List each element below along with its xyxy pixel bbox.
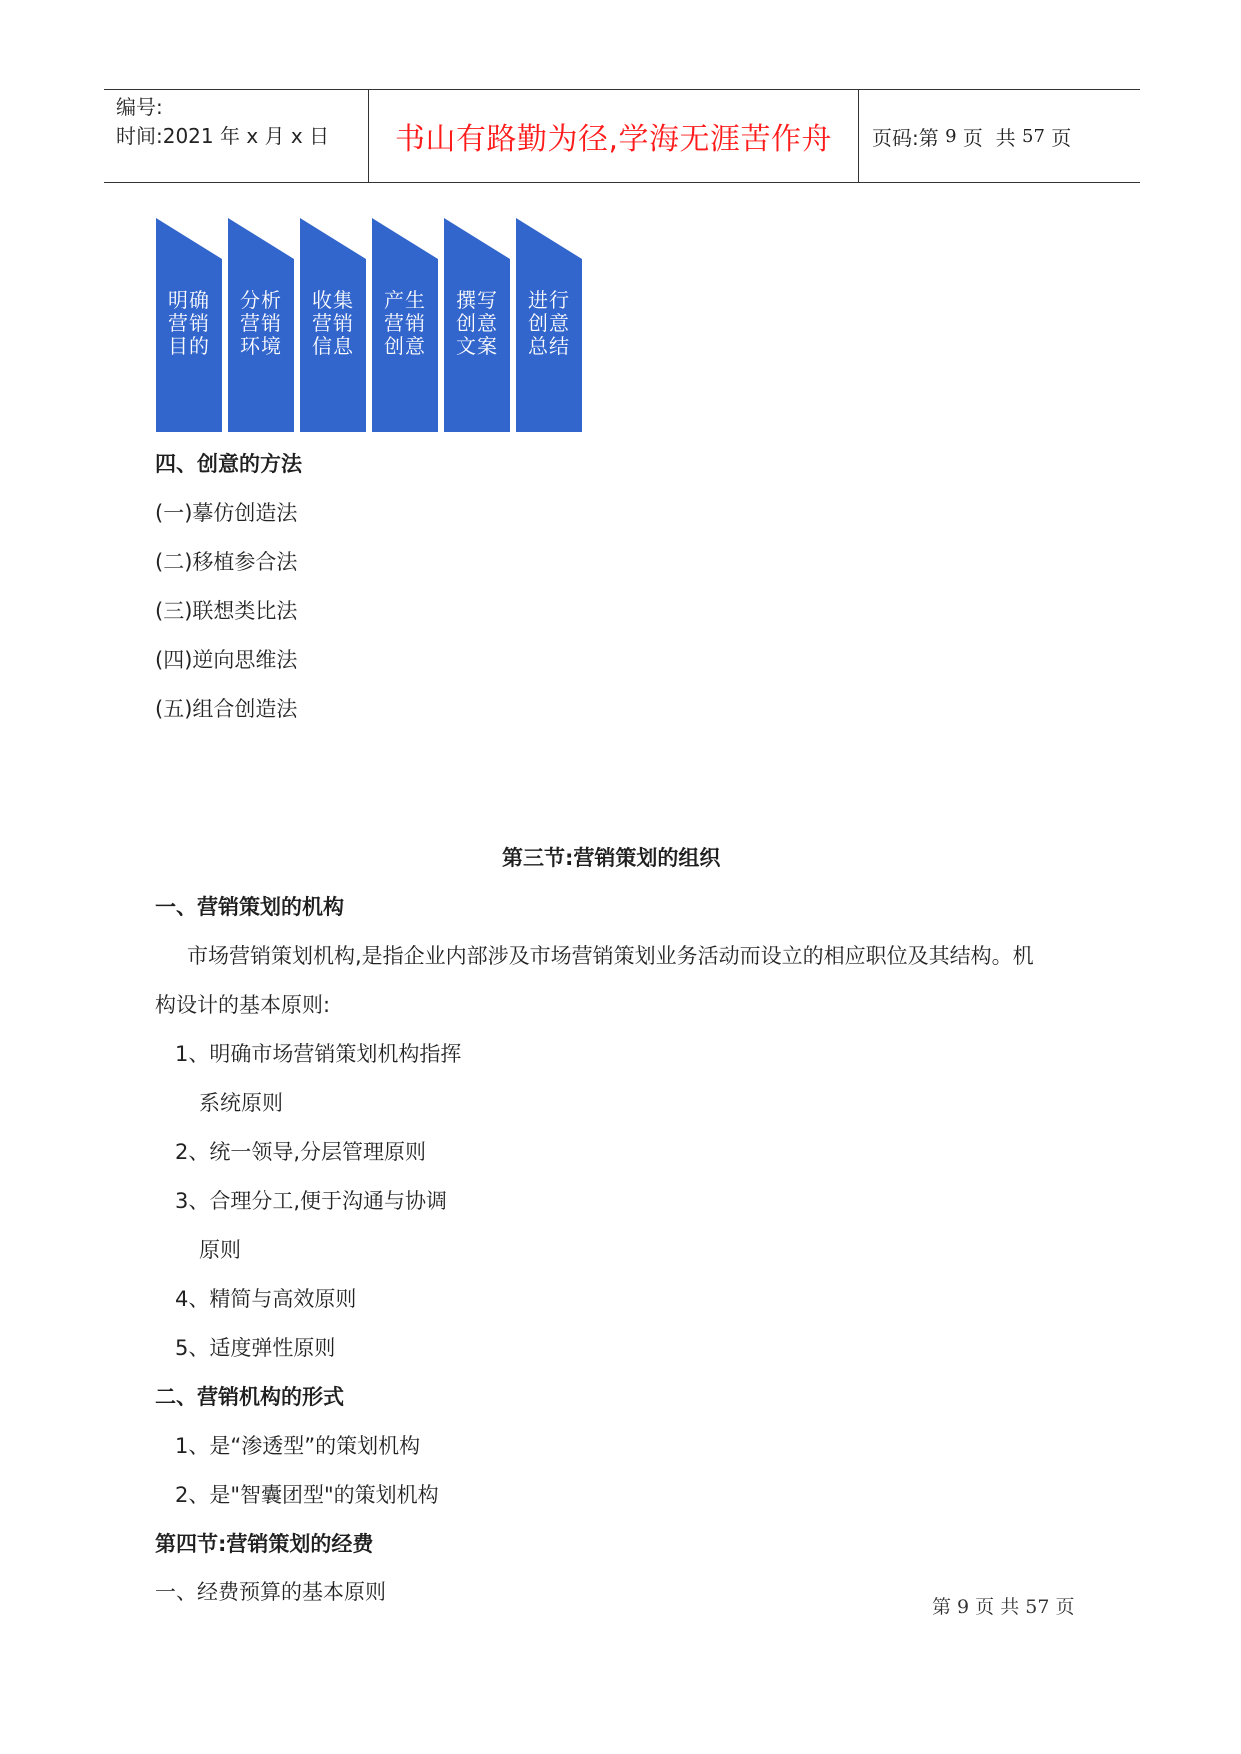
method-text: 移植参合法 <box>192 550 298 574</box>
principle-item: 1、明确市场营销策划机构指挥 <box>175 1042 462 1066</box>
section3-paragraph-line: 构设计的基本原则: <box>155 993 331 1017</box>
method-marker: (一) <box>155 501 193 525</box>
document-time-label: 时间:2021 年 x 月 x 日 <box>116 124 330 148</box>
principle-item: 4、精简与高效原则 <box>175 1287 357 1311</box>
method-item <box>155 499 297 527</box>
method-text: 联想类比法 <box>192 599 298 623</box>
form-item: 1、是“渗透型”的策划机构 <box>175 1434 421 1458</box>
method-item <box>155 548 297 576</box>
header-meta <box>116 93 366 151</box>
page-total: 57 <box>1022 125 1045 147</box>
flow-step-label-4: 产生 营销 创意 <box>384 288 426 358</box>
flow-step-label-1: 明确 营销 目的 <box>168 288 210 358</box>
principle-item-continuation: 原则 <box>199 1238 241 1262</box>
page-current: 9 <box>945 125 957 147</box>
page-prefix: 页码:第 <box>872 125 946 150</box>
process-flow <box>156 218 586 432</box>
header-divider <box>858 90 859 182</box>
principle-item: 2、统一领导,分层管理原则 <box>175 1140 427 1164</box>
method-marker: (三) <box>155 599 193 623</box>
method-marker: (四) <box>155 648 193 672</box>
flow-step-label-3: 收集 营销 信息 <box>312 288 354 358</box>
page-header <box>104 89 1140 183</box>
method-text: 摹仿创造法 <box>192 501 298 525</box>
method-text: 组合创造法 <box>192 697 298 721</box>
method-item <box>155 695 297 723</box>
method-marker: (五) <box>155 697 193 721</box>
principle-item-continuation: 系统原则 <box>199 1091 283 1115</box>
section3-title: 第三节:营销策划的组织 <box>502 846 721 870</box>
section4-sub1: 一、经费预算的基本原则 <box>155 1580 386 1604</box>
section4-title: 第四节:营销策划的经费 <box>155 1532 374 1556</box>
section3-paragraph-line: 市场营销策划机构,是指企业内部涉及市场营销策划业务活动而设立的相应职位及其结构。机 <box>187 944 1034 968</box>
page-suffix: 页 <box>1044 125 1072 150</box>
header-motto: 书山有路勤为径,学海无涯苦作舟 <box>394 122 833 157</box>
method-item <box>155 597 297 625</box>
flow-step-label-2: 分析 营销 环境 <box>240 288 282 358</box>
flow-step-label-6: 进行 创意 总结 <box>528 288 570 358</box>
header-page-info <box>872 90 1071 182</box>
document-number-label: 编号: <box>116 95 163 119</box>
flow-step-label-5: 撰写 创意 文案 <box>456 288 498 358</box>
methods-heading: 四、创意的方法 <box>155 452 302 476</box>
method-item <box>155 646 297 674</box>
section3-sub1-heading: 一、营销策划的机构 <box>155 895 344 919</box>
section3-sub2-heading: 二、营销机构的形式 <box>155 1385 344 1409</box>
method-marker: (二) <box>155 550 193 574</box>
page-mid: 页 共 <box>956 125 1022 150</box>
principle-item: 3、合理分工,便于沟通与协调 <box>175 1189 448 1213</box>
page-footer: 第 9 页 共 57 页 <box>932 1596 1075 1618</box>
method-text: 逆向思维法 <box>192 648 298 672</box>
principle-item: 5、适度弹性原则 <box>175 1336 336 1360</box>
form-item: 2、是"智囊团型"的策划机构 <box>175 1483 439 1507</box>
